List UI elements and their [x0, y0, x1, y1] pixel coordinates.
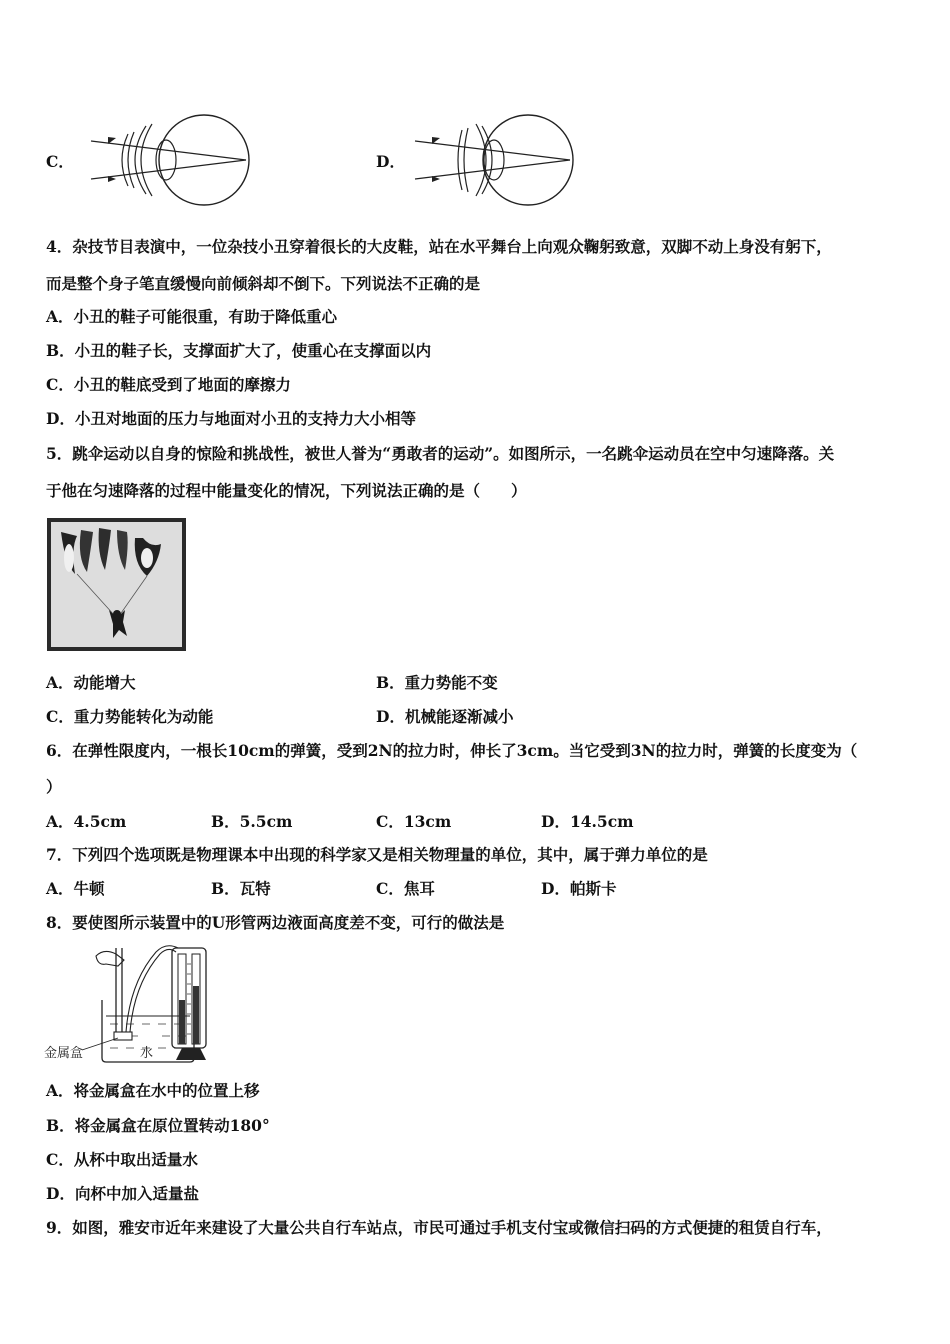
q6-stem-line2: ） [46, 777, 62, 796]
q5-stem-line1: 5．跳伞运动以自身的惊险和挑战性，被世人誉为“勇敢者的运动”。如图所示，一名跳伞运动员在空中匀速降落。关 [46, 444, 835, 463]
q4-stem-line2: 而是整个身子笔直缓慢向前倾斜却不倒下。下列说法不正确的是 [46, 274, 481, 293]
q5-option-a: A．动能增大 [46, 673, 136, 692]
q7-stem: 7．下列四个选项既是物理课本中出现的科学家又是相关物理量的单位，其中，属于弹力单位的是 [46, 845, 708, 864]
q6-option-a: A．4.5cm [46, 812, 127, 831]
q8-stem: 8．要使图所示装置中的U形管两边液面高度差不变，可行的做法是 [46, 913, 505, 932]
q8-pressure-gauge-diagram [44, 944, 214, 1068]
q3-option-c-eye-diagram [86, 112, 256, 212]
q7-option-c: C．焦耳 [376, 879, 435, 898]
q5-option-b: B．重力势能不变 [376, 673, 498, 692]
q6-option-d: D．14.5cm [541, 812, 634, 831]
q8-label-metal-box: 金属盒 [44, 1046, 84, 1061]
q6-option-c: C．13cm [376, 812, 452, 831]
q3-option-c-letter: C． [46, 152, 74, 171]
q8-option-d: D．向杯中加入适量盐 [46, 1184, 199, 1203]
q7-option-a: A．牛顿 [46, 879, 105, 898]
q8-option-a: A．将金属盒在水中的位置上移 [46, 1081, 260, 1100]
q6-stem-line1: 6．在弹性限度内，一根长10cm的弹簧，受到2N的拉力时，伸长了3cm。当它受到3N的拉力时，弹簧的长度变为（ [46, 741, 858, 760]
q7-option-d: D．帕斯卡 [541, 879, 617, 898]
q4-option-c: C．小丑的鞋底受到了地面的摩擦力 [46, 375, 291, 394]
q5-parachutist-photo [47, 518, 186, 651]
q5-option-c: C．重力势能转化为动能 [46, 707, 214, 726]
q3-option-d-letter: D． [376, 152, 405, 171]
q8-label-water: 水 [140, 1046, 154, 1061]
q6-option-b: B．5.5cm [211, 812, 293, 831]
q7-option-b: B．瓦特 [211, 879, 271, 898]
q8-option-b: B．将金属盒在原位置转动180° [46, 1116, 270, 1135]
q8-option-c: C．从杯中取出适量水 [46, 1150, 198, 1169]
q5-option-d: D．机械能逐渐减小 [376, 707, 514, 726]
q3-option-d-eye-diagram [410, 112, 580, 212]
q4-option-a: A．小丑的鞋子可能很重，有助于降低重心 [46, 307, 338, 326]
q9-stem-line1: 9．如图，雅安市近年来建设了大量公共自行车站点，市民可通过手机支付宝或微信扫码的方式便捷的租赁自行车， [46, 1218, 832, 1237]
q4-stem-line1: 4．杂技节目表演中，一位杂技小丑穿着很长的大皮鞋，站在水平舞台上向观众鞠躬致意，双脚不动上身没有躬下， [46, 237, 832, 256]
q5-stem-line2: 于他在匀速降落的过程中能量变化的情况，下列说法正确的是（ ） [46, 481, 527, 500]
q4-option-d: D．小丑对地面的压力与地面对小丑的支持力大小相等 [46, 409, 416, 428]
q4-option-b: B．小丑的鞋子长，支撑面扩大了，使重心在支撑面以内 [46, 341, 432, 360]
